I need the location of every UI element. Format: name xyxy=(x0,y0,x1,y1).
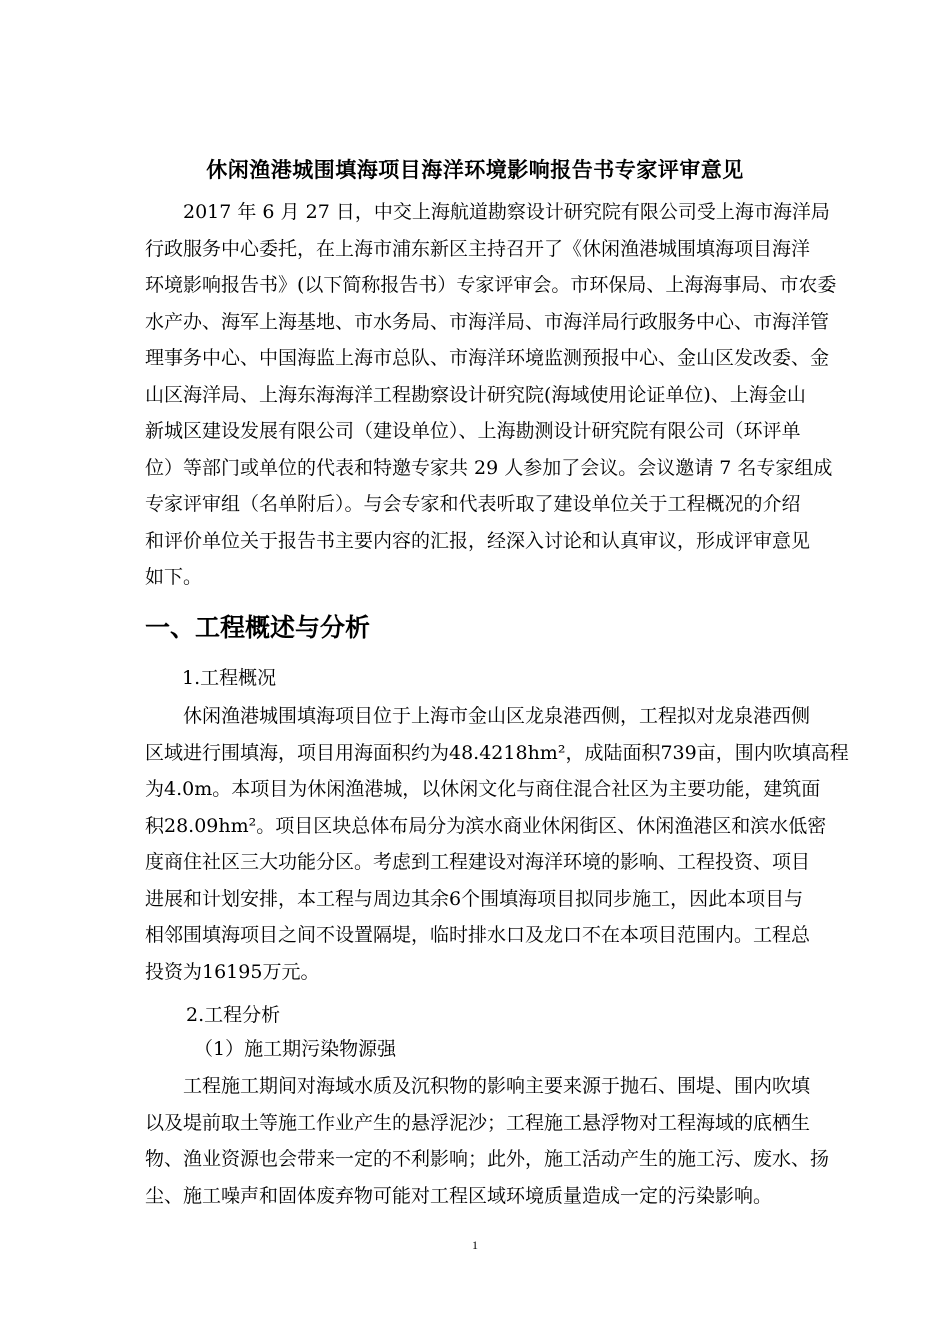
text-line: 为4.0m。本项目为休闲渔港城，以休闲文化与商住混合社区为主要功能，建筑面 xyxy=(145,778,821,800)
text-line: 区域进行围填海，项目用海面积约为48.4218hm²，成陆面积739亩，围内吹填高程 xyxy=(145,741,849,764)
text-line: 积28.09hm²。项目区块总体布局分为滨水商业休闲街区、休闲渔港区和滨水低密 xyxy=(145,814,827,837)
document-title: 休闲渔港城围填海项目海洋环境影响报告书专家评审意见 xyxy=(206,158,744,182)
text-line: 以及堤前取土等施工作业产生的悬浮泥沙；工程施工悬浮物对工程海域的底栖生 xyxy=(145,1111,811,1134)
subsection-label: （1）施工期污染物源强 xyxy=(194,1038,397,1060)
text-line: 2017 年 6 月 27 日，中交上海航道勘察设计研究院有限公司受上海市海洋局 xyxy=(183,201,830,223)
text-line: 山区海洋局、上海东海海洋工程勘察设计研究院(海域使用论证单位)、上海金山 xyxy=(145,383,806,406)
text-line: 休闲渔港城围填海项目位于上海市金山区龙泉港西侧，工程拟对龙泉港西侧 xyxy=(183,705,811,727)
text-line: 工程施工期间对海域水质及沉积物的影响主要来源于抛石、围堤、围内吹填 xyxy=(183,1075,811,1097)
construction-paragraph xyxy=(145,1068,830,1214)
subsection-label: 1.工程概况 xyxy=(182,667,277,689)
text-line: 物、渔业资源也会带来一定的不利影响；此外，施工活动产生的施工污、废水、扬 xyxy=(145,1148,830,1170)
text-line: 新城区建设发展有限公司（建设单位）、上海勘测设计研究院有限公司（环评单 xyxy=(145,420,801,442)
text-line: 尘、施工噪声和固体废弃物可能对工程区域环境质量造成一定的污染影响。 xyxy=(145,1184,773,1207)
section-heading: 一、工程概述与分析 xyxy=(145,613,371,642)
page-number: 1 xyxy=(472,1238,478,1252)
text-line: 如下。 xyxy=(145,566,203,588)
text-line: 度商住社区三大功能分区。考虑到工程建设对海洋环境的影响、工程投资、项目 xyxy=(145,851,811,873)
text-line: 水产办、海军上海基地、市水务局、市海洋局、市海洋局行政服务中心、市海洋管 xyxy=(145,310,830,333)
subsection-label: 2.工程分析 xyxy=(186,1004,281,1026)
text-line: 环境影响报告书》(以下简称报告书）专家评审会。市环保局、上海海事局、市农委 xyxy=(145,274,837,296)
overview-paragraph xyxy=(145,698,849,990)
text-line: 投资为16195万元。 xyxy=(145,960,320,983)
text-line: 位）等部门或单位的代表和特邀专家共 29 人参加了会议。会议邀请 7 名专家组成 xyxy=(145,456,833,479)
intro-paragraph xyxy=(145,194,837,596)
text-line: 进展和计划安排，本工程与周边其余6个围填海项目拟同步施工，因此本项目与 xyxy=(145,887,804,910)
text-line: 行政服务中心委托，在上海市浦东新区主持召开了《休闲渔港城围填海项目海洋 xyxy=(145,237,811,260)
text-line: 相邻围填海项目之间不设置隔堤，临时排水口及龙口不在本项目范围内。工程总 xyxy=(145,924,811,946)
text-line: 理事务中心、中国海监上海市总队、市海洋环境监测预报中心、金山区发改委、金 xyxy=(145,347,830,369)
text-line: 专家评审组（名单附后）。与会专家和代表听取了建设单位关于工程概况的介绍 xyxy=(145,493,801,515)
text-line: 和评价单位关于报告书主要内容的汇报，经深入讨论和认真审议，形成评审意见 xyxy=(145,529,811,552)
